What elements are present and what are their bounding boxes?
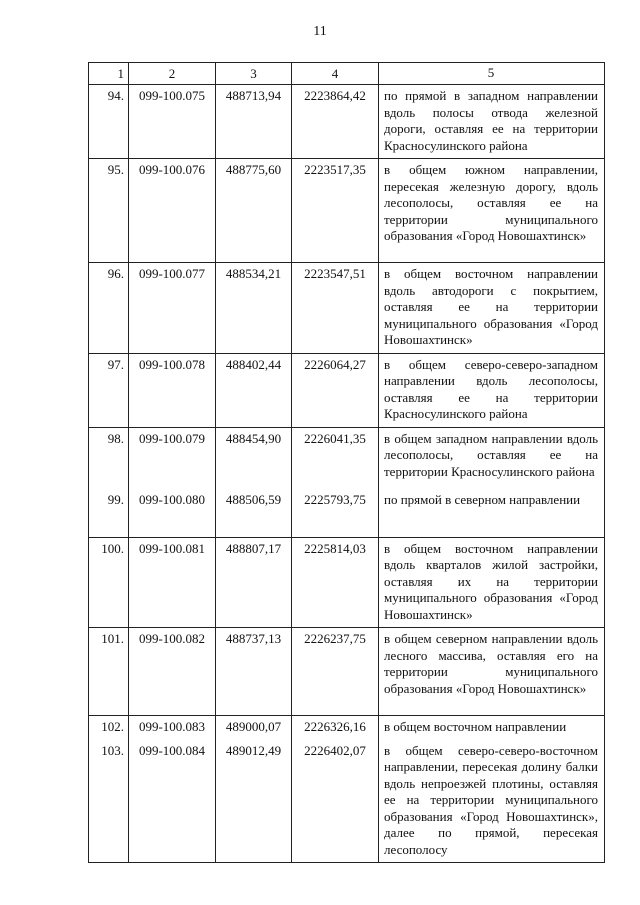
row-number-103: 103.: [101, 742, 124, 758]
coordinate-y: 2226237,75: [292, 628, 379, 716]
direction-description: в общем восточном направлении вдоль кварталов жилой застройки, оставляя их на территории муниципального образования «Город Новошахтинск»: [379, 537, 605, 628]
table-row: [89, 427, 605, 537]
table-row: [89, 263, 605, 354]
coordinate-x: 488534,21: [216, 263, 292, 354]
row-number: [89, 427, 129, 537]
direction-description: [379, 716, 605, 863]
coordinate-y: 2223547,51: [292, 263, 379, 354]
table-row: [89, 628, 605, 716]
direction-description: в общем северном направлении вдоль лесного массива, оставляя его на территории муниципального образования «Город Новошахтинск»: [379, 628, 605, 716]
direction-description: в общем восточном направлении вдоль автодороги с покрытием, оставляя ее на территории муниципального образования «Город Новошахтинск»: [379, 263, 605, 354]
row-number: 96.: [89, 263, 129, 354]
boundary-points-table: [88, 62, 605, 863]
point-code-102: 099-100.083: [138, 719, 206, 734]
row-number: 101.: [89, 628, 129, 716]
point-code: 099-100.081: [129, 537, 216, 628]
coordinate-y: [292, 427, 379, 537]
table-header-row: [89, 63, 605, 85]
point-code: 099-100.078: [129, 353, 216, 427]
point-code: 099-100.077: [129, 263, 216, 354]
direction-description-103: в общем северо-северо-восточном направлении, пересекая долину балки вдоль непроезжей плотины, оставляя ее на территории муниципального образования «Город Новошахтинск», далее по прямой, пересекая лесополосу: [384, 742, 598, 857]
point-code-103: 099-100.084: [138, 742, 206, 758]
column-header-3: 3: [216, 63, 292, 85]
coordinate-y-102: 2226326,16: [304, 719, 366, 734]
coordinate-x: 488402,44: [216, 353, 292, 427]
point-code: 099-100.082: [129, 628, 216, 716]
column-header-1: 1: [89, 63, 129, 85]
coordinate-x: 488807,17: [216, 537, 292, 628]
coordinate-y: 2223517,35: [292, 159, 379, 263]
row-number-98: 98.: [107, 430, 124, 446]
column-header-2: 2: [129, 63, 216, 85]
coordinate-x-98: 488454,90: [225, 430, 282, 446]
point-code: [129, 427, 216, 537]
coordinate-x: [216, 716, 292, 863]
coordinate-y: [292, 716, 379, 863]
table-row: [89, 716, 605, 863]
page-number: 11: [313, 24, 327, 39]
direction-description-102: в общем восточном направлении: [384, 719, 567, 734]
coordinate-x-103: 489012,49: [225, 742, 282, 758]
direction-description: в общем южном направлении, пересекая железную дорогу, вдоль лесополосы, оставляя ее на территории муниципального образования «Город Новошахтинск»: [379, 159, 605, 263]
point-code: 099-100.075: [129, 85, 216, 159]
point-code-99: 099-100.080: [138, 492, 206, 507]
direction-description-98: в общем западном направлении вдоль лесополосы, оставляя ее на территории Красносулинского района: [384, 430, 598, 479]
coordinate-y-99: 2225793,75: [304, 492, 366, 507]
coordinate-x: 488775,60: [216, 159, 292, 263]
coordinate-x: [216, 427, 292, 537]
direction-description: в общем северо-северо-западном направлении вдоль лесополосы, оставляя ее на территории Красносулинского района: [379, 353, 605, 427]
column-header-5: 5: [379, 63, 605, 85]
direction-description: по прямой в западном направлении вдоль полосы отвода железной дороги, оставляя ее на территории Красносулинского района: [379, 85, 605, 159]
coordinate-y-98: 2226041,35: [304, 430, 366, 446]
coordinate-y: 2223864,42: [292, 85, 379, 159]
coordinate-y: 2225814,03: [292, 537, 379, 628]
row-number: [89, 716, 129, 863]
row-number: 100.: [89, 537, 129, 628]
row-number: 94.: [89, 85, 129, 159]
direction-description-99: по прямой в северном направлении: [384, 492, 581, 507]
coordinate-y: 2226064,27: [292, 353, 379, 427]
row-number-102: 102.: [101, 719, 124, 734]
coordinate-x-102: 489000,07: [225, 719, 282, 734]
row-number: 95.: [89, 159, 129, 263]
direction-description: [379, 427, 605, 537]
point-code: [129, 716, 216, 863]
table-row: [89, 537, 605, 628]
point-code-98: 099-100.079: [138, 430, 206, 446]
row-number: 97.: [89, 353, 129, 427]
coordinate-x: 488713,94: [216, 85, 292, 159]
coordinate-x: 488737,13: [216, 628, 292, 716]
point-code: 099-100.076: [129, 159, 216, 263]
coordinate-y-103: 2226402,07: [304, 742, 366, 758]
coordinate-x-99: 488506,59: [225, 492, 282, 507]
table-row: [89, 159, 605, 263]
table-row: [89, 85, 605, 159]
table-row: [89, 353, 605, 427]
row-number-99: 99.: [107, 492, 124, 507]
column-header-4: 4: [292, 63, 379, 85]
